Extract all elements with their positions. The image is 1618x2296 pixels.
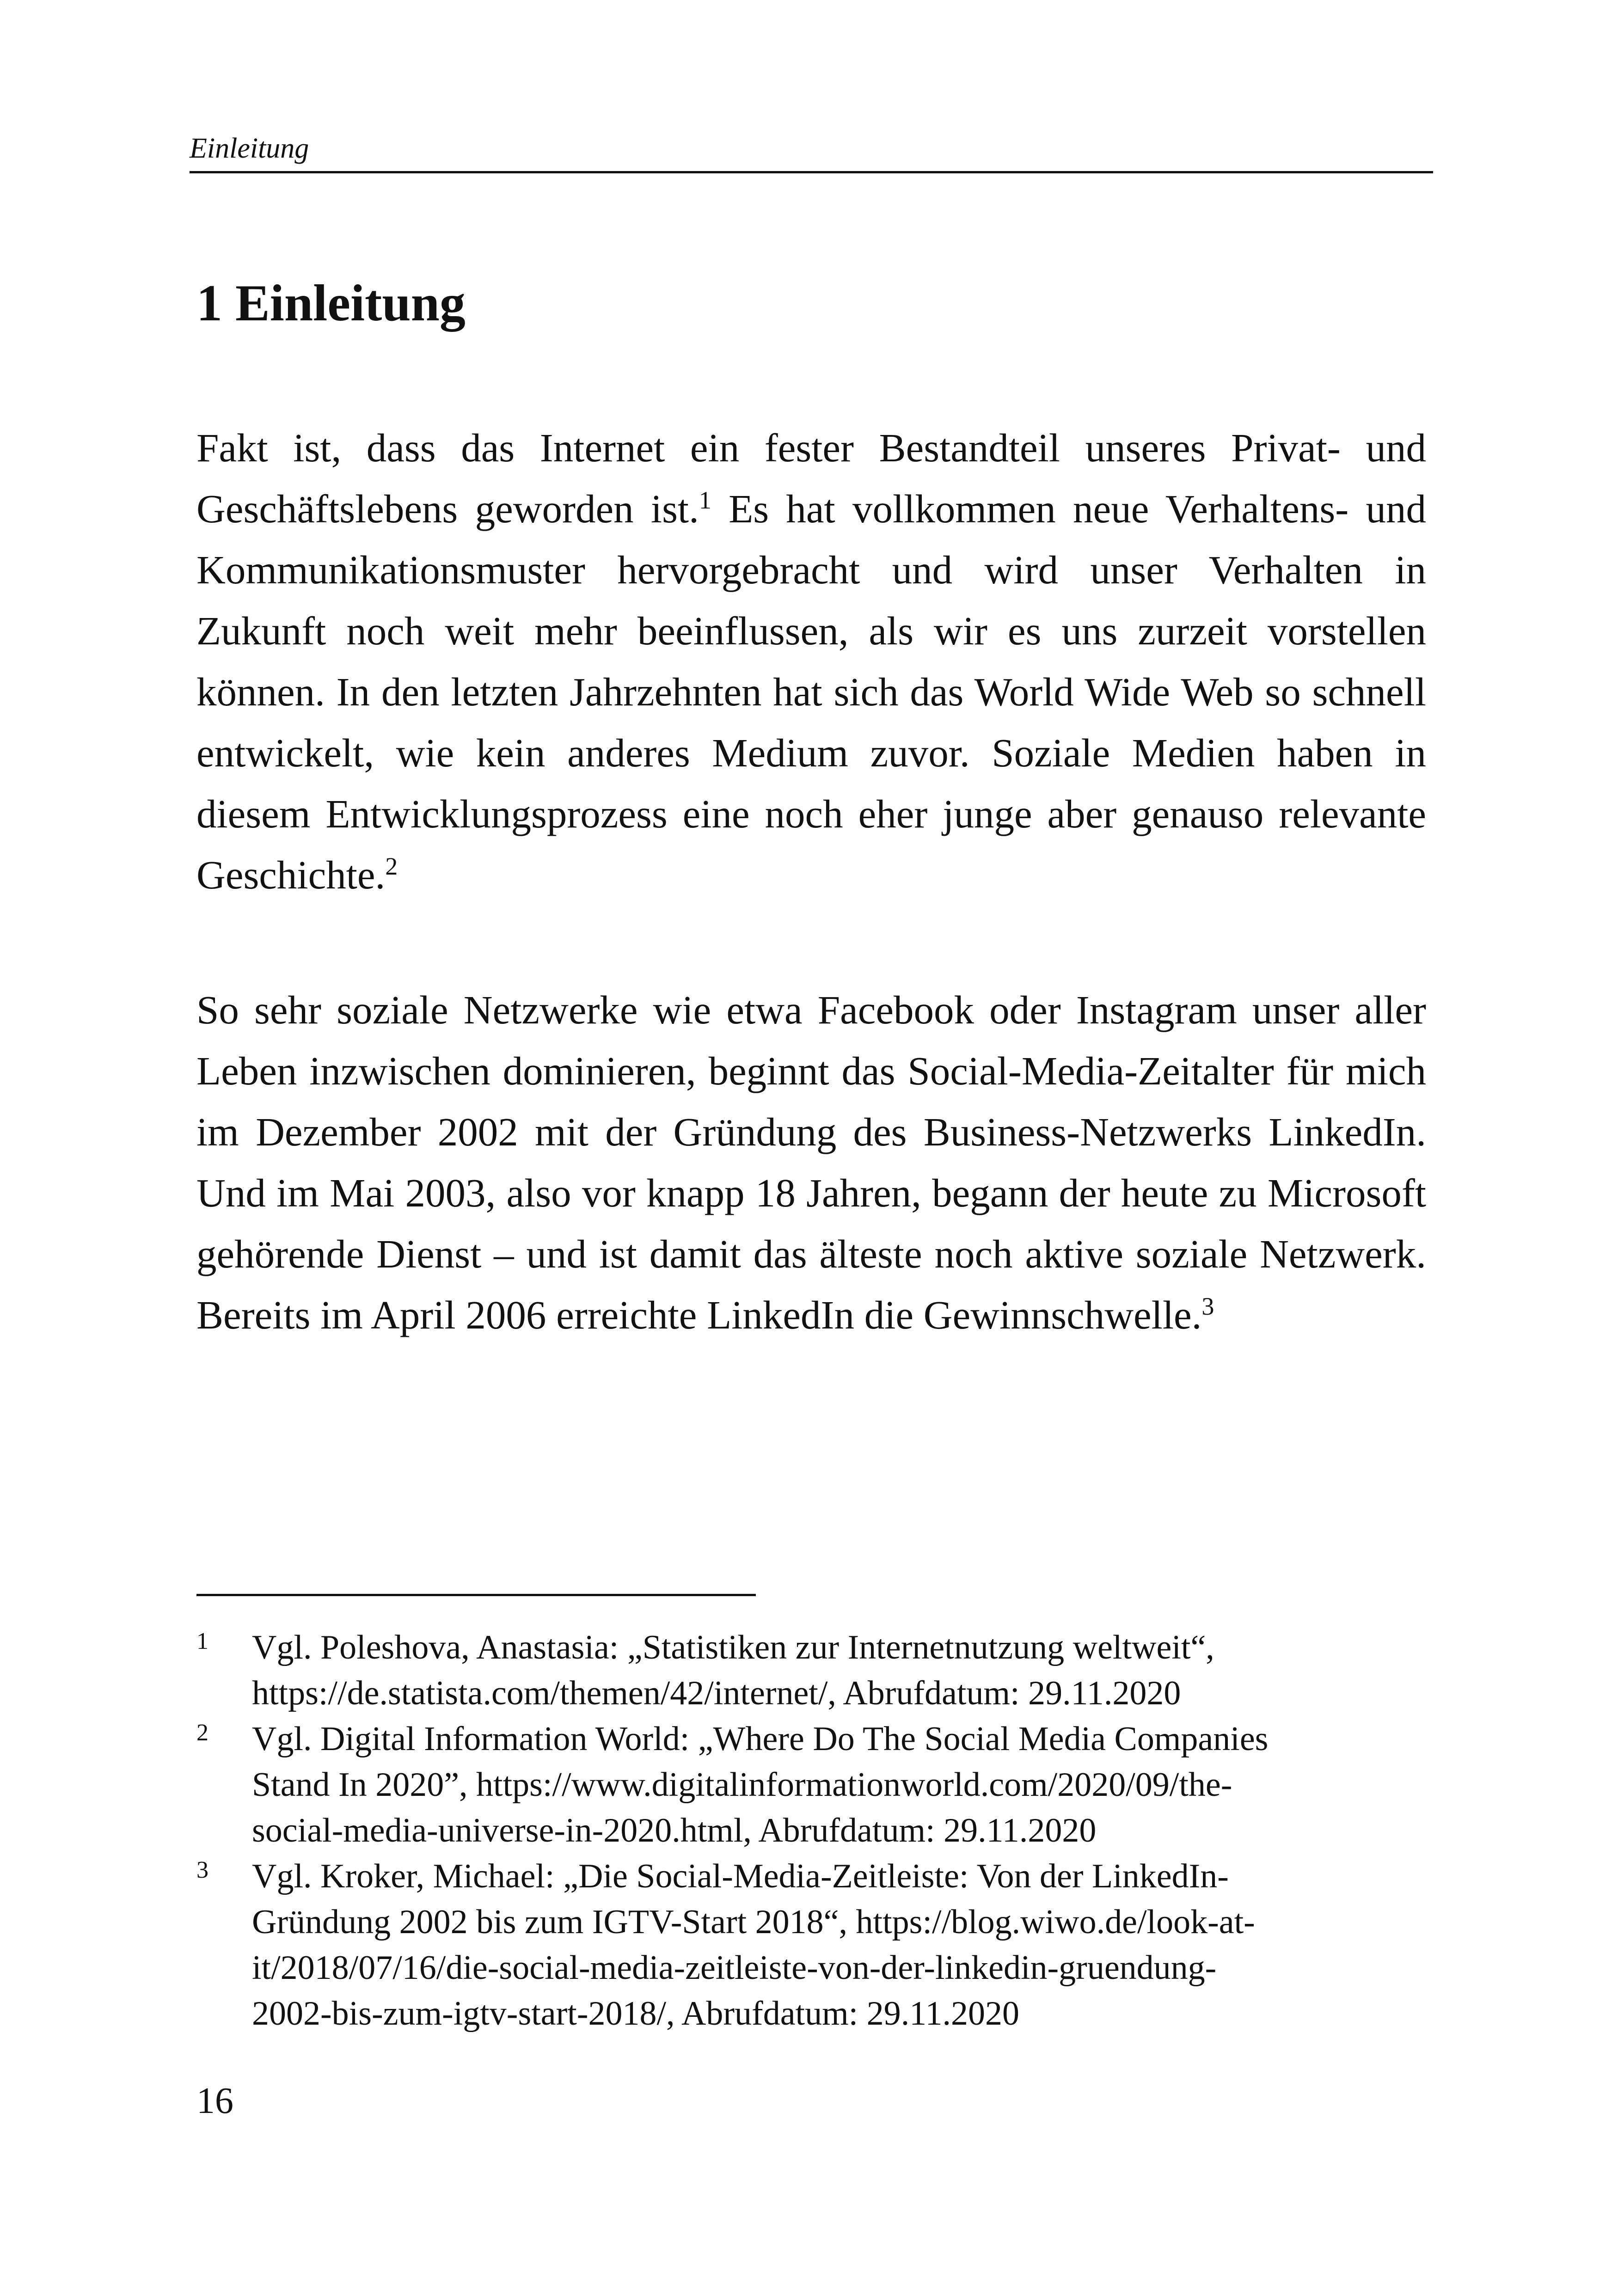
footnote-text: Vgl. Kroker, Michael: „Die Social-Media-Zeitleiste: Von der LinkedIn- Gründung 2002 bis zum IGTV-Start 2018“, https://blog.wiwo.de/look-at- it/2018/07/16/die-social-media-zeitleiste-von-der-linkedin-gruendung- 2002-bis-zum-igtv-start-2018/, Abrufdatum: 29.11.2020 (252, 1857, 1255, 2033)
footnote-number: 1 (196, 1628, 208, 1654)
footnote-2 (196, 1716, 1426, 1854)
footnote-ref-1: 1 (699, 486, 711, 514)
footnote-number: 2 (196, 1720, 208, 1746)
footnote-text: Vgl. Poleshova, Anastasia: „Statistiken zur Internetnutzung weltweit“, https://de.statista.com/themen/42/internet/, Abrufdatum: 29.11.2020 (252, 1629, 1214, 1712)
page-number: 16 (196, 2081, 233, 2121)
paragraph-2-text: So sehr soziale Netzwerke wie etwa Facebook oder Instagram unser aller Leben inzwischen dominieren, beginnt das Social-Media-Zeitalter für mich im Dezember 2002 mit der Gründung des Business-Netzwerks LinkedIn. Und im Mai 2003, also vor knapp 18 Jahren, begann der heute zu Microsoft gehörende Dienst – und ist damit das älteste noch aktive soziale Netzwerk. Bereits im April 2006 erreichte LinkedIn die Gewinnschwelle. (196, 987, 1426, 1337)
footnotes (196, 1625, 1426, 2037)
footnote-ref-2: 2 (385, 852, 398, 880)
footnote-number: 3 (196, 1857, 208, 1883)
paragraph-1 (196, 417, 1426, 906)
paragraph-1-text-b: Es hat vollkommen neue Verhaltens- und Kommunikationsmuster hervorgebracht und wird unser Verhalten in Zukunft noch weit mehr beeinflussen, als wir es uns zurzeit vorstellen können. In den letzten Jahrzehnten hat sich das World Wide Web so schnell entwickelt, wie kein anderes Medium zuvor. Soziale Medien haben in diesem Entwicklungsprozess eine noch eher junge aber genauso relevante Geschichte. (196, 486, 1426, 897)
footnote-ref-3: 3 (1201, 1292, 1214, 1320)
paragraph-1-text-a: Fakt ist, dass das Internet ein fester Bestandteil unseres Privat- und Geschäftslebens geworden ist. (196, 425, 1426, 531)
footnote-3 (196, 1854, 1426, 2037)
footnote-1 (196, 1625, 1426, 1716)
paragraph-2 (196, 980, 1426, 1346)
header-rule (190, 171, 1433, 173)
footnote-text: Vgl. Digital Information World: „Where Do The Social Media Companies Stand In 2020”, https://www.digitalinformationworld.com/2020/09/the- social-media-universe-in-2020.html, Abrufdatum: 29.11.2020 (252, 1720, 1269, 1849)
chapter-title: 1 Einleitung (196, 275, 466, 332)
footnote-rule (196, 1594, 756, 1596)
running-header: Einleitung (190, 133, 309, 164)
